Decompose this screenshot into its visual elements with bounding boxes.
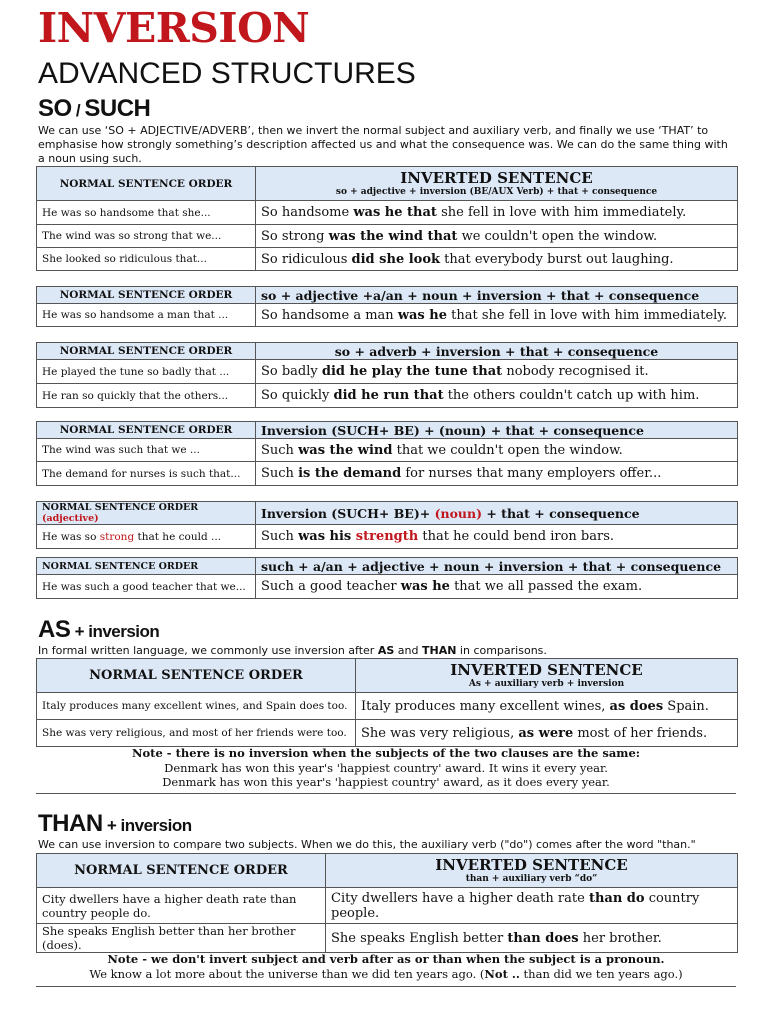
note-example: We know a lot more about the universe than we did ten years ago. (Not .. than did we ten years ago.)	[89, 966, 683, 981]
so-such-intro: We can use ‘SO + ADJECTIVE/ADVERB’, then we invert the normal subject and auxiliary verb, and finally we use ‘THAT’ to emphasise how strongly something’s description affected us and what the consequence was. We can do the same thing with a noun using such.	[38, 124, 728, 165]
normal-sentence: She looked so ridiculous that...	[37, 248, 256, 271]
normal-sentence: He was so strong that he could ...	[37, 525, 256, 549]
page-subtitle: ADVANCED STRUCTURES	[38, 57, 416, 90]
table-row	[37, 201, 738, 225]
than-note	[36, 952, 736, 981]
note-example: Denmark has won this year's 'happiest country' award. It wins it every year.	[164, 760, 608, 775]
note-example: Denmark has won this year's 'happiest country' award, as it does every year.	[162, 775, 610, 789]
table-row	[37, 225, 738, 248]
inverted-sentence: So ridiculous did she look that everybody burst out laughing.	[256, 248, 738, 271]
table-row	[37, 248, 738, 271]
table-header-left: NORMAL SENTENCE ORDER	[37, 422, 256, 439]
so-adjective-noun-table	[36, 286, 738, 327]
inverted-sentence: She was very religious, as were most of her friends.	[356, 720, 738, 747]
table-row	[37, 720, 738, 747]
normal-sentence: He was so handsome that she...	[37, 201, 256, 225]
inverted-sentence: Such a good teacher was he that we all passed the exam.	[256, 575, 738, 599]
inverted-sentence: Italy produces many excellent wines, as does Spain.	[356, 693, 738, 720]
table-header-right: so + adjective +a/an + noun + inversion + that + consequence	[256, 287, 738, 304]
heading-such: SUCH	[84, 95, 151, 122]
table-header-left: NORMAL SENTENCE ORDER	[37, 167, 256, 201]
table-header-left: NORMAL SENTENCE ORDER	[37, 343, 256, 360]
table-header-right: Inversion (SUCH+ BE) + (noun) + that + consequence	[256, 422, 738, 439]
table-row	[37, 525, 738, 549]
inverted-sentence: So badly did he play the tune that nobody recognised it.	[256, 360, 738, 384]
inverted-sentence: So quickly did he run that the others couldn't catch up with him.	[256, 384, 738, 408]
table-header-left: NORMAL SENTENCE ORDER	[37, 659, 356, 693]
normal-sentence: He was so handsome a man that ...	[37, 304, 256, 327]
page-title: INVERSION	[38, 4, 310, 52]
normal-sentence: She was very religious, and most of her friends were too.	[37, 720, 356, 747]
note-title: Note - there is no inversion when the subjects of the two clauses are the same:	[131, 746, 641, 760]
divider	[36, 793, 736, 794]
table-row	[37, 304, 738, 327]
so-adverb-table	[36, 342, 738, 408]
table-header-left: NORMAL SENTENCE ORDER	[37, 558, 256, 575]
table-header-right: such + a/an + adjective + noun + inversion + that + consequence	[256, 558, 738, 575]
normal-sentence: He played the tune so badly that ...	[37, 360, 256, 384]
table-row	[37, 888, 738, 924]
table-header-right: so + adverb + inversion + that + consequence	[256, 343, 738, 360]
so-adjective-table	[36, 166, 738, 271]
header-title: INVERTED SENTENCE	[400, 168, 593, 187]
inverted-sentence: So strong was the wind that we couldn't open the window.	[256, 225, 738, 248]
inverted-sentence: So handsome a man was he that she fell in love with him immediately.	[256, 304, 738, 327]
table-header-right: Inversion (SUCH+ BE)+ (noun) + that + consequence	[256, 502, 738, 525]
divider	[36, 986, 736, 987]
inverted-sentence: She speaks English better than does her brother.	[326, 924, 738, 953]
table-row	[37, 693, 738, 720]
inverted-sentence: Such was the wind that we couldn't open the window.	[256, 439, 738, 462]
such-a-adjective-noun-table	[36, 557, 738, 599]
table-header-left: NORMAL SENTENCE ORDER	[37, 854, 326, 888]
table-row	[37, 360, 738, 384]
inverted-sentence: Such was his strength that he could bend iron bars.	[256, 525, 738, 549]
table-header-right: INVERTED SENTENCE than + auxiliary verb “do”	[326, 854, 738, 888]
inverted-sentence: Such is the demand for nurses that many employers offer...	[256, 462, 738, 486]
than-inversion-table	[36, 853, 738, 953]
inverted-sentence: So handsome was he that she fell in love with him immediately.	[256, 201, 738, 225]
noun-marker: (noun)	[434, 505, 482, 521]
table-row	[37, 924, 738, 953]
adjective-marker: (adjective)	[42, 513, 99, 524]
section-heading-as: AS + inversion	[38, 616, 160, 643]
as-note	[36, 746, 736, 790]
as-intro: In formal written language, we commonly use inversion after AS and THAN in comparisons.	[38, 644, 547, 657]
header-formula: so + adjective + inversion (BE/AUX Verb) + that + consequence	[335, 186, 658, 197]
table-header-left: NORMAL SENTENCE ORDER (adjective)	[37, 502, 256, 525]
normal-sentence: Italy produces many excellent wines, and Spain does too.	[37, 693, 356, 720]
inverted-sentence: City dwellers have a higher death rate than do country people.	[326, 888, 738, 924]
normal-sentence: He was such a good teacher that we...	[37, 575, 256, 599]
table-row	[37, 439, 738, 462]
note-title: Note - we don't invert subject and verb after as or than when the subject is a pronoun.	[107, 952, 665, 966]
heading-sep: /	[71, 101, 85, 120]
such-be-noun-table	[36, 501, 738, 549]
table-header-right	[256, 167, 738, 201]
table-header-left: NORMAL SENTENCE ORDER	[37, 287, 256, 304]
table-header-right: INVERTED SENTENCE As + auxiliary verb + inversion	[356, 659, 738, 693]
normal-sentence: The demand for nurses is such that...	[37, 462, 256, 486]
section-heading-so-such	[38, 95, 150, 123]
table-row	[37, 384, 738, 408]
normal-sentence: City dwellers have a higher death rate than country people do.	[37, 888, 326, 924]
table-row	[37, 462, 738, 486]
normal-sentence: She speaks English better than her brother (does).	[37, 924, 326, 953]
heading-so: SO	[38, 95, 72, 122]
than-intro: We can use inversion to compare two subjects. When we do this, the auxiliary verb ("do") comes after the word "than."	[38, 838, 696, 851]
normal-sentence: He ran so quickly that the others...	[37, 384, 256, 408]
as-inversion-table	[36, 658, 738, 747]
normal-sentence: The wind was so strong that we...	[37, 225, 256, 248]
normal-sentence: The wind was such that we ...	[37, 439, 256, 462]
such-be-table	[36, 421, 738, 486]
table-row	[37, 575, 738, 599]
section-heading-than: THAN + inversion	[38, 810, 192, 837]
